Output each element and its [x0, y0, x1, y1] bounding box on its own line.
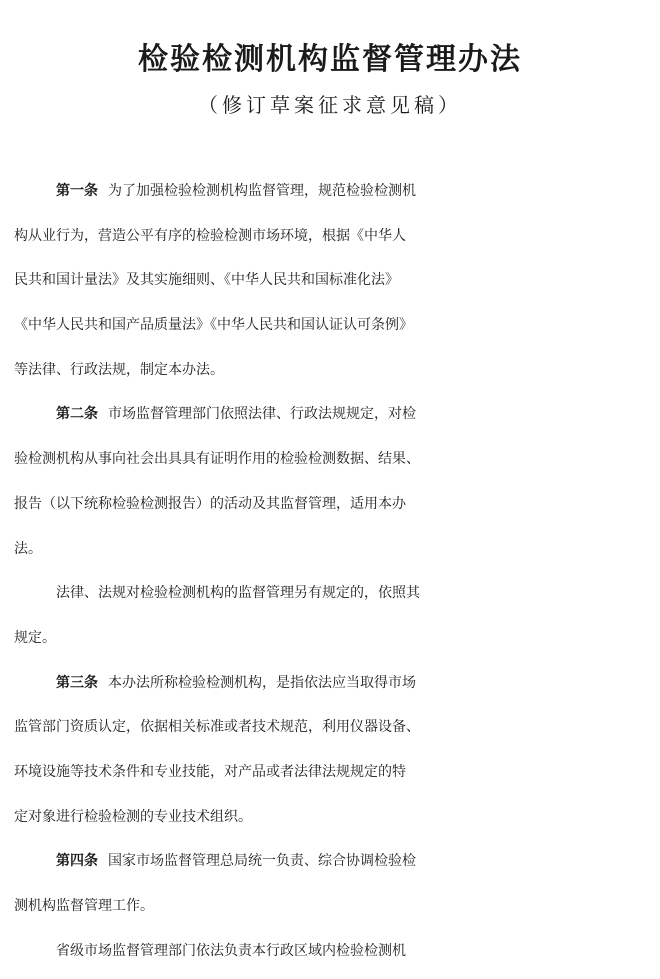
line-text: 报告（以下统称检验检测报告）的活动及其监督管理，适用本办 [14, 495, 406, 512]
text-line [14, 354, 654, 399]
line-text: 市场监督管理部门依照法律、行政法规规定，对检 [108, 406, 416, 423]
text-line [14, 488, 654, 533]
article-heading: 第二条 [56, 406, 98, 423]
line-text: 民共和国计量法》及其实施细则、《中华人民共和国标准化法》 [14, 272, 399, 289]
line-text: 省级市场监督管理部门依法负责本行政区域内检验检测机 [56, 942, 406, 959]
text-line [14, 443, 654, 488]
text-line [14, 309, 654, 354]
article-heading: 第四条 [56, 853, 98, 870]
document-title: 检验检测机构监督管理办法 [138, 42, 522, 77]
text-line [14, 398, 654, 443]
line-text: 法。 [14, 540, 42, 557]
line-text: 国家市场监督管理总局统一负责、综合协调检验检 [108, 853, 416, 870]
text-line [14, 711, 654, 756]
line-text: 等法律、行政法规，制定本办法。 [14, 361, 224, 378]
text-line [14, 577, 654, 622]
text-line [14, 890, 654, 935]
text-line [14, 756, 654, 801]
line-text: 法律、法规对检验检测机构的监督管理另有规定的，依照其 [56, 585, 420, 602]
article-heading: 第一条 [56, 183, 98, 199]
text-line [14, 935, 654, 979]
text-line [14, 264, 654, 309]
line-text: 为了加强检验检测机构监督管理，规范检验检测机 [108, 183, 416, 199]
text-line [14, 622, 654, 667]
line-text: 测机构监督管理工作。 [14, 898, 154, 914]
text-line [14, 175, 654, 220]
line-text: 环境设施等技术条件和专业技能，对产品或者法律法规规定的特 [14, 763, 406, 780]
text-line [14, 667, 654, 712]
text-line [14, 533, 654, 578]
text-line [14, 845, 654, 890]
document-subtitle: （修订草案征求意见稿） [198, 93, 462, 117]
document-body [14, 175, 654, 979]
line-text: 验检测机构从事向社会出具具有证明作用的检验检测数据、结果、 [14, 451, 420, 468]
line-text: 本办法所称检验检测机构，是指依法应当取得市场 [108, 674, 416, 691]
article-heading: 第三条 [56, 674, 98, 691]
line-text: 构从业行为，营造公平有序的检验检测市场环境，根据《中华人 [14, 227, 406, 244]
text-line [14, 801, 654, 846]
text-line [14, 220, 654, 265]
line-text: 规定。 [14, 629, 56, 646]
line-text: 监管部门资质认定，依据相关标准或者技术规范，利用仪器设备、 [14, 719, 420, 736]
line-text: 《中华人民共和国产品质量法》《中华人民共和国认证认可条例》 [14, 317, 413, 334]
line-text: 定对象进行检验检测的专业技术组织。 [14, 808, 252, 825]
